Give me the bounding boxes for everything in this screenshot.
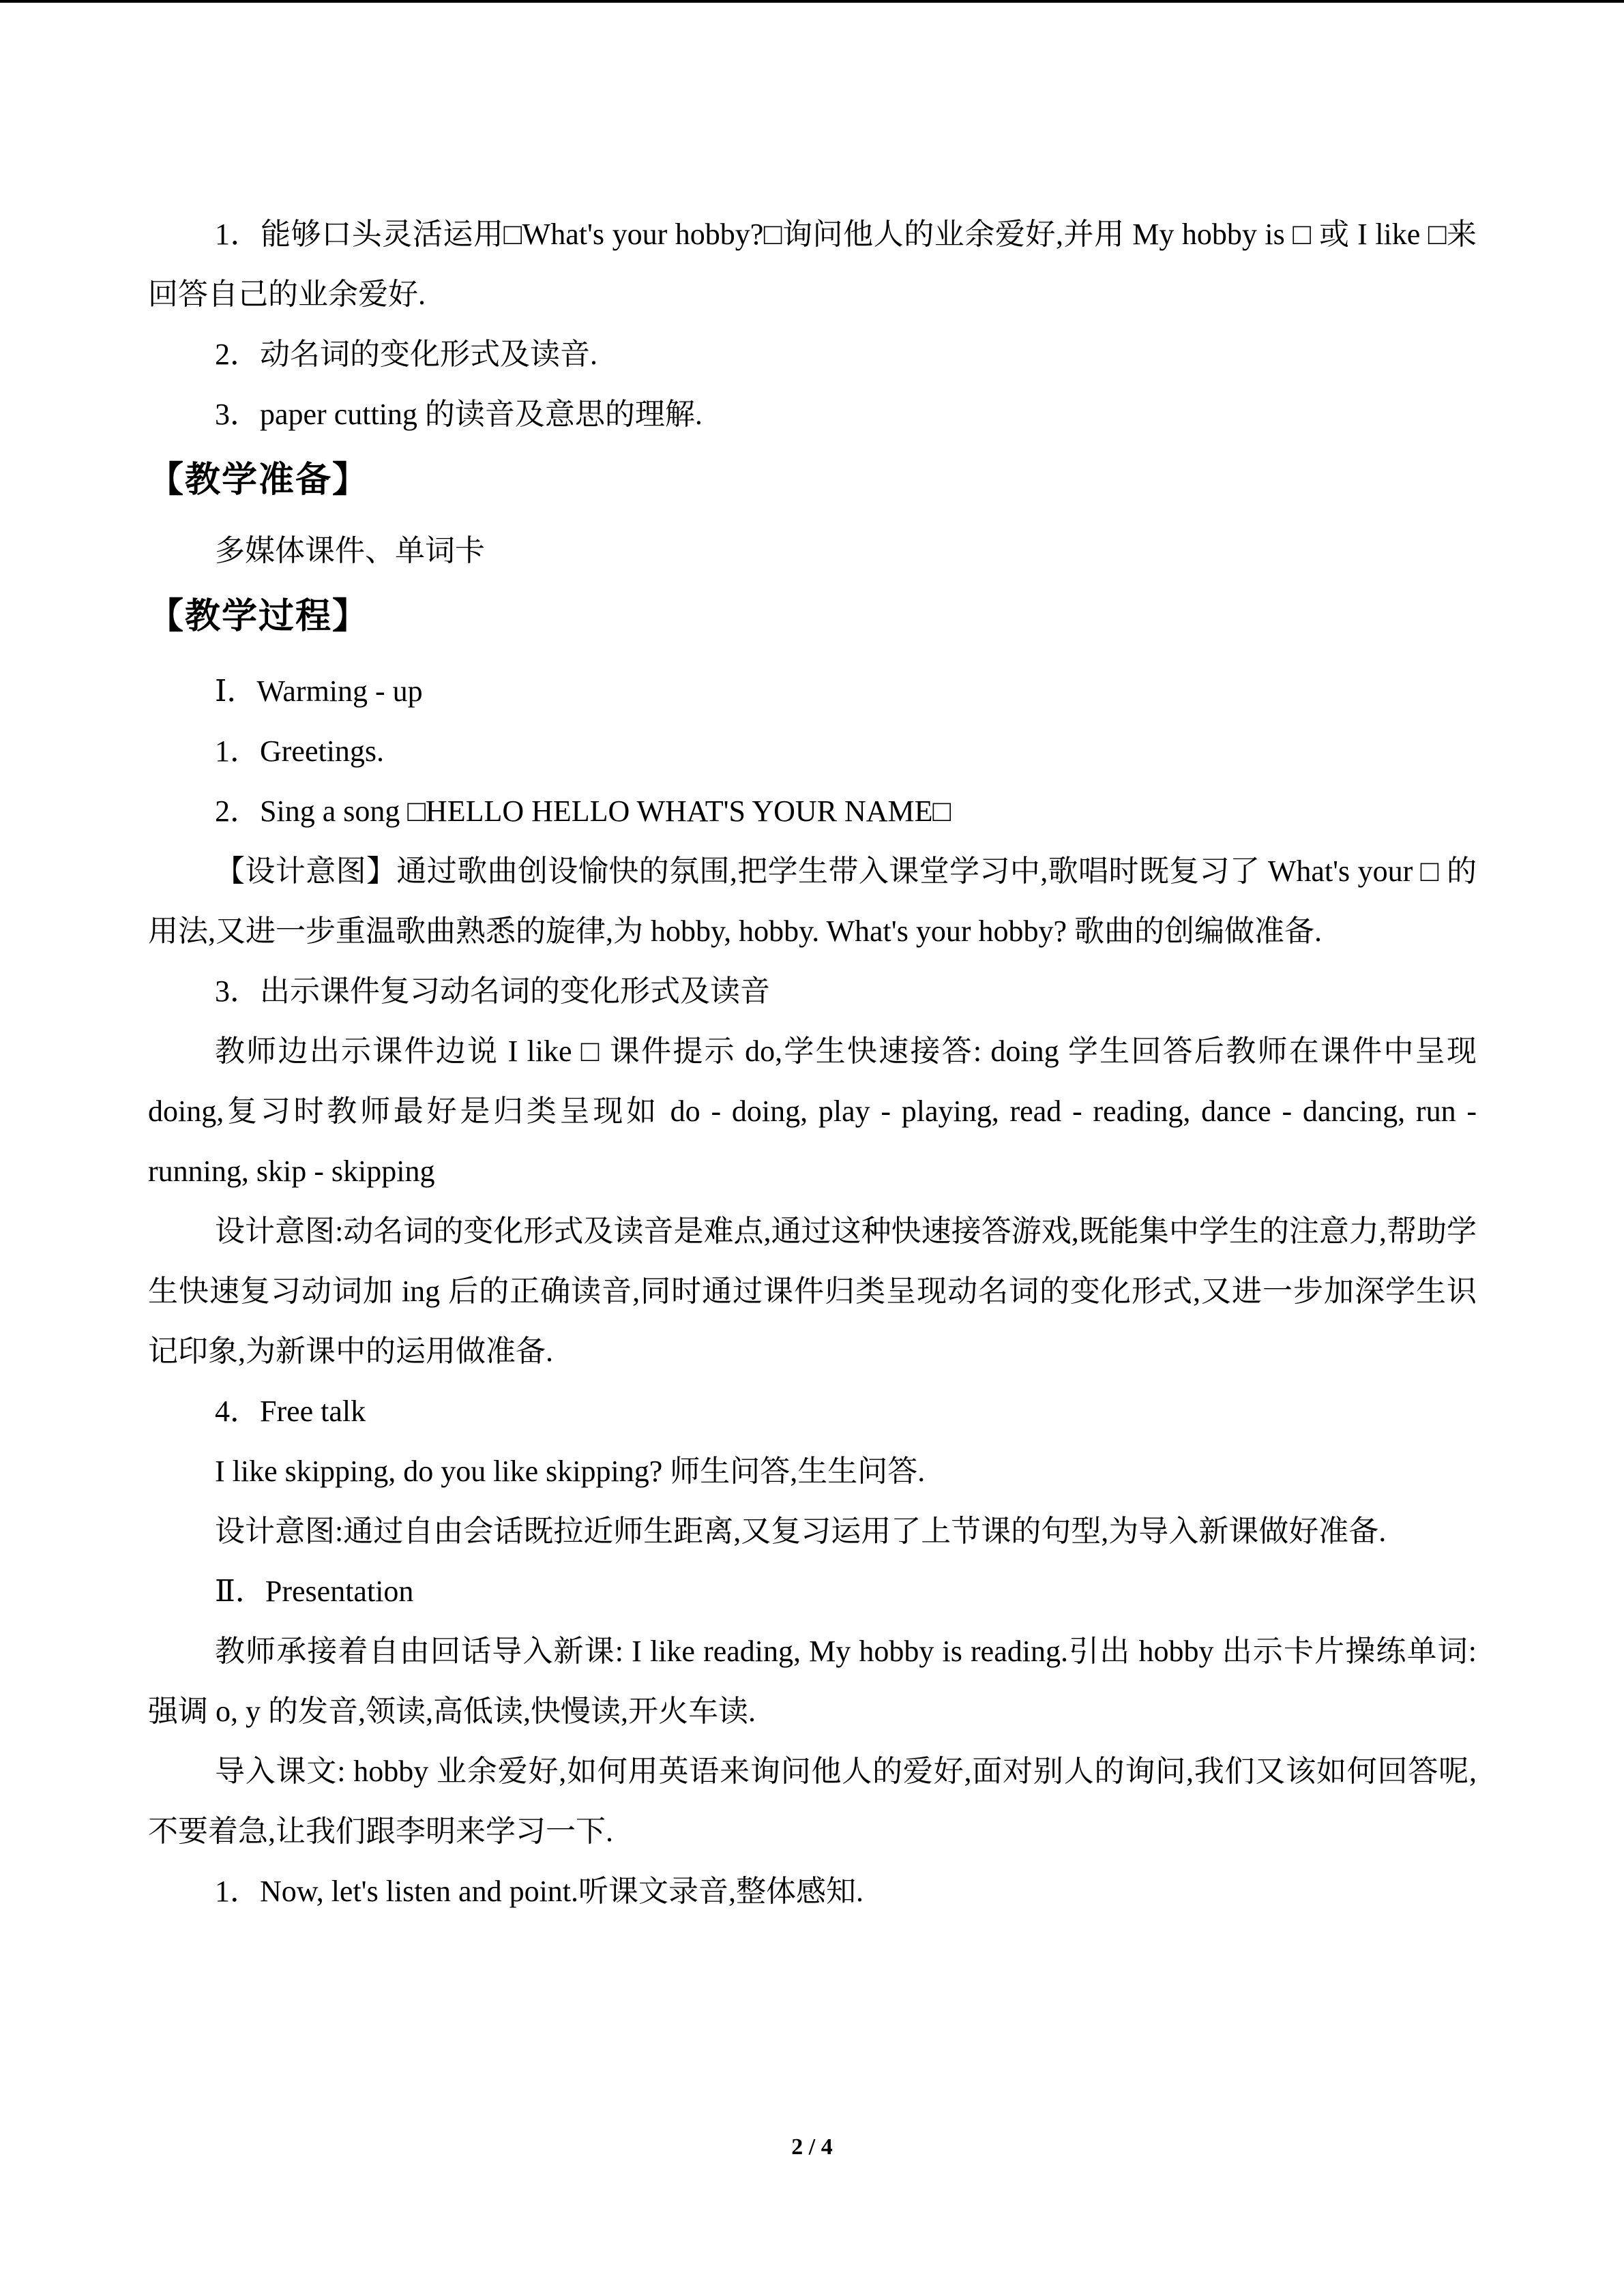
document-body: [148, 205, 1477, 1922]
objective-1: 1．能够口头灵活运用□What's your hobby?□询问他人的业余爱好,并用 My hobby is □ 或 I like □来回答自己的业余爱好.: [148, 218, 1477, 311]
process-warming-up: Ⅰ．Warming - up: [215, 674, 423, 708]
process-lead-in-text: 导入课文: hobby 业余爱好,如何用英语来询问他人的爱好,面对别人的询问,我们又该如何回答呢,不要着急,让我们跟李明来学习一下.: [148, 1755, 1477, 1848]
objective-3: 3．paper cutting 的读音及意思的理解.: [215, 398, 703, 431]
process-listen-point: 1．Now, let's listen and point.听课文录音,整体感知.: [215, 1875, 864, 1908]
process-sing-song: 2．Sing a song □HELLO HELLO WHAT'S YOUR NAME□: [215, 794, 951, 828]
process-presentation-intro: 教师承接着自由回话导入新课: I like reading, My hobby is reading.引出 hobby 出示卡片操练单词:强调 o, y 的发音,领读,高低读,快慢读,开火车读.: [148, 1635, 1477, 1728]
process-presentation: Ⅱ．Presentation: [215, 1575, 414, 1608]
process-design-intent-3: 设计意图:通过自由会话既拉近师生距离,又复习运用了上节课的句型,为导入新课做好准备.: [215, 1515, 1387, 1548]
section-heading-process: 【教学过程】: [148, 596, 370, 637]
section-heading-preparation: 【教学准备】: [148, 460, 370, 501]
process-greetings: 1．Greetings.: [215, 734, 385, 768]
objective-2: 2．动名词的变化形式及读音.: [215, 338, 597, 371]
process-free-talk-example: I like skipping, do you like skipping? 师生问答,生生问答.: [215, 1455, 926, 1488]
process-design-intent-2: 设计意图:动名词的变化形式及读音是难点,通过这种快速接答游戏,既能集中学生的注意力,帮助学生快速复习动词加 ing 后的正确读音,同时通过课件归类呈现动名词的变化形式,又进一步加深学生识记印象,为新课中的运用做准备.: [148, 1214, 1477, 1368]
process-teacher-demo: 教师边出示课件边说 I like □ 课件提示 do,学生快速接答: doing 学生回答后教师在课件中呈现 doing,复习时教师最好是归类呈现如 do - doing, play - playing, read - reading, dance - dancing, run - running, skip - skipping: [148, 1034, 1477, 1188]
page-top-border: [0, 0, 1624, 3]
process-free-talk: 4．Free talk: [215, 1395, 366, 1428]
preparation-text: 多媒体课件、单词卡: [215, 534, 485, 567]
process-design-intent-1: 【设计意图】通过歌曲创设愉快的氛围,把学生带入课堂学习中,歌唱时既复习了 What's your □ 的用法,又进一步重温歌曲熟悉的旋律,为 hobby, hobby. What's your hobby? 歌曲的创编做准备.: [148, 854, 1477, 948]
process-review-gerunds: 3．出示课件复习动名词的变化形式及读音: [215, 974, 770, 1008]
page-number: 2 / 4: [791, 2134, 833, 2160]
